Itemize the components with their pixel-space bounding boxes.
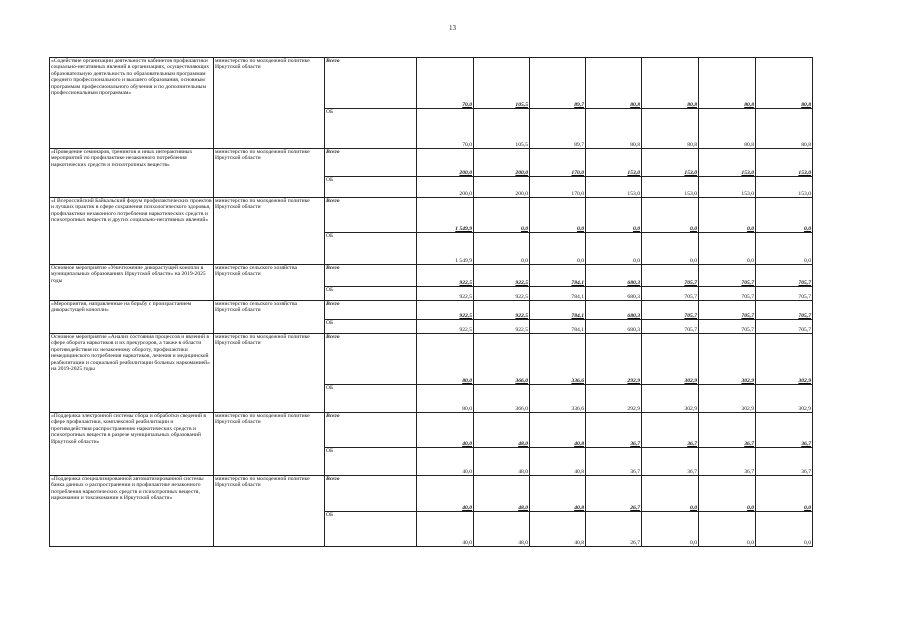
funding-source-ob: ОБ — [325, 448, 417, 476]
total-amount-cell: 26,7 — [586, 476, 642, 512]
total-amount-cell: 0,0 — [756, 198, 813, 233]
total-amount-cell: 80,8 — [756, 58, 813, 109]
budget-table — [49, 57, 813, 547]
ob-amount-cell: 80,8 — [699, 109, 756, 149]
total-amount-cell: 80,8 — [586, 58, 642, 109]
ob-amount-cell: 153,0 — [642, 177, 699, 198]
page-number: 13 — [449, 24, 456, 32]
activity-description: «Проведение семинаров, тренингов и иных интерактивных мероприятий по профилактике незаконного потребления наркотических средств и психотропных веществ» — [50, 149, 214, 198]
total-amount-cell: 105,5 — [474, 58, 530, 109]
ob-amount-cell: 705,7 — [756, 320, 813, 334]
ob-amount-cell: 40,8 — [530, 512, 586, 547]
total-amount-cell: 705,7 — [699, 301, 756, 320]
total-amount-cell: 70,0 — [417, 58, 474, 109]
ob-amount-cell: 705,7 — [642, 287, 699, 301]
funding-source-total: Всего — [325, 413, 417, 448]
ob-amount-cell: 36,7 — [756, 448, 813, 476]
funding-source-total: Всего — [325, 301, 417, 320]
ob-amount-cell: 922,5 — [417, 320, 474, 334]
total-amount-cell: 302,9 — [699, 334, 756, 385]
total-amount-cell: 36,7 — [642, 413, 699, 448]
funding-source-total: Всего — [325, 149, 417, 177]
total-amount-cell: 40,0 — [417, 476, 474, 512]
executor-cell: министерство по молодежной политике Иркутской области — [214, 58, 325, 149]
total-amount-cell: 784,1 — [530, 301, 586, 320]
ob-amount-cell: 80,8 — [756, 109, 813, 149]
total-amount-cell: 200,0 — [474, 149, 530, 177]
funding-source-total: Всего — [325, 58, 417, 109]
table-row — [50, 265, 813, 287]
executor-cell: министерство по молодежной политике Иркутской области — [214, 476, 325, 547]
executor-cell: министерство по молодежной политике Иркутской области — [214, 198, 325, 265]
ob-amount-cell: 200,0 — [417, 177, 474, 198]
total-amount-cell: 40,0 — [417, 413, 474, 448]
total-amount-cell: 153,0 — [642, 149, 699, 177]
ob-amount-cell: 922,5 — [474, 320, 530, 334]
ob-amount-cell: 0,0 — [642, 233, 699, 265]
total-amount-cell: 0,0 — [586, 198, 642, 233]
funding-source-total: Всего — [325, 198, 417, 233]
activity-description: «Мероприятия, направленные на борьбу с произрастанием дикорастущей конопли» — [50, 301, 214, 334]
ob-amount-cell: 680,3 — [586, 320, 642, 334]
total-amount-cell: 36,7 — [699, 413, 756, 448]
total-amount-cell: 292,9 — [586, 334, 642, 385]
funding-source-total: Всего — [325, 265, 417, 287]
total-amount-cell: 200,0 — [417, 149, 474, 177]
total-amount-cell: 336,6 — [530, 334, 586, 385]
total-amount-cell: 153,0 — [699, 149, 756, 177]
table-row — [50, 198, 813, 233]
total-amount-cell: 80,8 — [699, 58, 756, 109]
executor-cell: министерство по молодежной политике Иркутской области — [214, 413, 325, 476]
funding-source-total: Всего — [325, 476, 417, 512]
total-amount-cell: 705,7 — [756, 265, 813, 287]
total-amount-cell: 0,0 — [699, 476, 756, 512]
ob-amount-cell: 0,0 — [699, 233, 756, 265]
total-amount-cell: 922,5 — [474, 301, 530, 320]
ob-amount-cell: 48,0 — [474, 448, 530, 476]
ob-amount-cell: 705,7 — [756, 287, 813, 301]
table-row — [50, 476, 813, 512]
ob-amount-cell: 680,3 — [586, 287, 642, 301]
ob-amount-cell: 0,0 — [586, 233, 642, 265]
activity-description: «I Всероссийский Байкальский форум профилактических проектов и лучших практик в сфере сохранения психологического здоровья, профилактики незаконного потребления наркотических средств и психотропных веществ и других социально-негативных явлений» — [50, 198, 214, 265]
ob-amount-cell: 0,0 — [530, 233, 586, 265]
ob-amount-cell: 0,0 — [642, 512, 699, 547]
funding-source-ob: ОБ — [325, 512, 417, 547]
ob-amount-cell: 153,0 — [699, 177, 756, 198]
funding-source-ob: ОБ — [325, 233, 417, 265]
ob-amount-cell: 705,7 — [642, 320, 699, 334]
ob-amount-cell: 302,9 — [699, 385, 756, 413]
total-amount-cell: 705,7 — [756, 301, 813, 320]
ob-amount-cell: 36,7 — [699, 448, 756, 476]
executor-cell: министерство по молодежной политике Иркутской области — [214, 334, 325, 413]
ob-amount-cell: 170,0 — [530, 177, 586, 198]
ob-amount-cell: 705,7 — [699, 287, 756, 301]
table-body — [50, 58, 813, 547]
table-row — [50, 58, 813, 109]
total-amount-cell: 784,1 — [530, 265, 586, 287]
total-amount-cell: 680,3 — [586, 265, 642, 287]
total-amount-cell: 680,3 — [586, 301, 642, 320]
ob-amount-cell: 705,7 — [699, 320, 756, 334]
activity-description: «Содействие организации деятельности кабинетов профилактики социально-негативных явлений в организациях, осуществляющих образовательную деятельность по образовательным программам среднего профессионального и высшего образования, основным программам профессионального обучения и по дополнительным профессиональным программам» — [50, 58, 214, 149]
ob-amount-cell: 36,7 — [642, 448, 699, 476]
total-amount-cell: 1 549,9 — [417, 198, 474, 233]
total-amount-cell: 80,8 — [642, 58, 699, 109]
ob-amount-cell: 105,5 — [474, 109, 530, 149]
ob-amount-cell: 40,0 — [417, 448, 474, 476]
ob-amount-cell: 1 549,9 — [417, 233, 474, 265]
activity-description: Основное мероприятие «Уничтожение дикорастущей конопли в муниципальных образованиях Иркутской области» на 2019-2025 годы — [50, 265, 214, 301]
total-amount-cell: 705,7 — [642, 301, 699, 320]
total-amount-cell: 0,0 — [530, 198, 586, 233]
table-row — [50, 301, 813, 320]
ob-amount-cell: 302,9 — [642, 385, 699, 413]
executor-cell: министерство сельского хозяйства Иркутской области — [214, 301, 325, 334]
total-amount-cell: 48,0 — [474, 413, 530, 448]
ob-amount-cell: 784,1 — [530, 320, 586, 334]
ob-amount-cell: 153,0 — [756, 177, 813, 198]
total-amount-cell: 922,5 — [417, 301, 474, 320]
table-row — [50, 334, 813, 385]
total-amount-cell: 40,8 — [530, 476, 586, 512]
funding-source-ob: ОБ — [325, 287, 417, 301]
ob-amount-cell: 40,8 — [530, 448, 586, 476]
executor-cell: министерство сельского хозяйства Иркутской области — [214, 265, 325, 301]
total-amount-cell: 0,0 — [474, 198, 530, 233]
ob-amount-cell: 70,0 — [417, 109, 474, 149]
total-amount-cell: 0,0 — [699, 198, 756, 233]
ob-amount-cell: 40,0 — [417, 512, 474, 547]
total-amount-cell: 48,0 — [474, 476, 530, 512]
total-amount-cell: 302,9 — [642, 334, 699, 385]
ob-amount-cell: 784,1 — [530, 287, 586, 301]
ob-amount-cell: 36,7 — [586, 448, 642, 476]
ob-amount-cell: 366,0 — [474, 385, 530, 413]
total-amount-cell: 705,7 — [642, 265, 699, 287]
activity-description: «Поддержка специализированной автоматизированной системы банка данных о распространении и профилактике незаконного потребления наркотических средств и психотропных веществ, наркомании и токсикомании в Иркутской области» — [50, 476, 214, 547]
funding-source-ob: ОБ — [325, 385, 417, 413]
total-amount-cell: 153,0 — [756, 149, 813, 177]
funding-source-ob: ОБ — [325, 177, 417, 198]
funding-source-ob: ОБ — [325, 320, 417, 334]
activity-description: Основное мероприятие «Анализ состояния процессов и явлений в сфере оборота наркотиков и их прекурсоров, а также в области противодействия их незаконному обороту, профилактики немедицинского потребления наркотиков, лечения и медицинской реабилитации и социальной реабилитации больных наркоманией» на 2019-2025 годы — [50, 334, 214, 413]
total-amount-cell: 36,7 — [586, 413, 642, 448]
total-amount-cell: 302,9 — [756, 334, 813, 385]
ob-amount-cell: 80,0 — [417, 385, 474, 413]
ob-amount-cell: 80,8 — [642, 109, 699, 149]
ob-amount-cell: 0,0 — [699, 512, 756, 547]
table-row — [50, 149, 813, 177]
funding-source-total: Всего — [325, 334, 417, 385]
total-amount-cell: 170,0 — [530, 149, 586, 177]
ob-amount-cell: 0,0 — [756, 512, 813, 547]
total-amount-cell: 89,7 — [530, 58, 586, 109]
ob-amount-cell: 0,0 — [756, 233, 813, 265]
total-amount-cell: 0,0 — [642, 476, 699, 512]
ob-amount-cell: 0,0 — [474, 233, 530, 265]
ob-amount-cell: 26,7 — [586, 512, 642, 547]
total-amount-cell: 153,0 — [586, 149, 642, 177]
ob-amount-cell: 153,0 — [586, 177, 642, 198]
total-amount-cell: 0,0 — [756, 476, 813, 512]
ob-amount-cell: 302,9 — [756, 385, 813, 413]
ob-amount-cell: 200,0 — [474, 177, 530, 198]
total-amount-cell: 922,5 — [417, 265, 474, 287]
funding-source-ob: ОБ — [325, 109, 417, 149]
ob-amount-cell: 922,5 — [474, 287, 530, 301]
total-amount-cell: 0,0 — [642, 198, 699, 233]
ob-amount-cell: 922,5 — [417, 287, 474, 301]
total-amount-cell: 40,8 — [530, 413, 586, 448]
ob-amount-cell: 89,7 — [530, 109, 586, 149]
activity-description: «Поддержка электронной системы сбора и обработки сведений в сфере профилактики, комплексной реабилитации и противодействия распространению наркотических средств и психотропных веществ в разрезе муниципальных образований Иркутской области» — [50, 413, 214, 476]
total-amount-cell: 80,0 — [417, 334, 474, 385]
total-amount-cell: 705,7 — [699, 265, 756, 287]
total-amount-cell: 366,0 — [474, 334, 530, 385]
ob-amount-cell: 80,8 — [586, 109, 642, 149]
total-amount-cell: 922,5 — [474, 265, 530, 287]
total-amount-cell: 36,7 — [756, 413, 813, 448]
executor-cell: министерство по молодежной политике Иркутской области — [214, 149, 325, 198]
ob-amount-cell: 48,0 — [474, 512, 530, 547]
ob-amount-cell: 336,6 — [530, 385, 586, 413]
ob-amount-cell: 292,9 — [586, 385, 642, 413]
table-row — [50, 413, 813, 448]
